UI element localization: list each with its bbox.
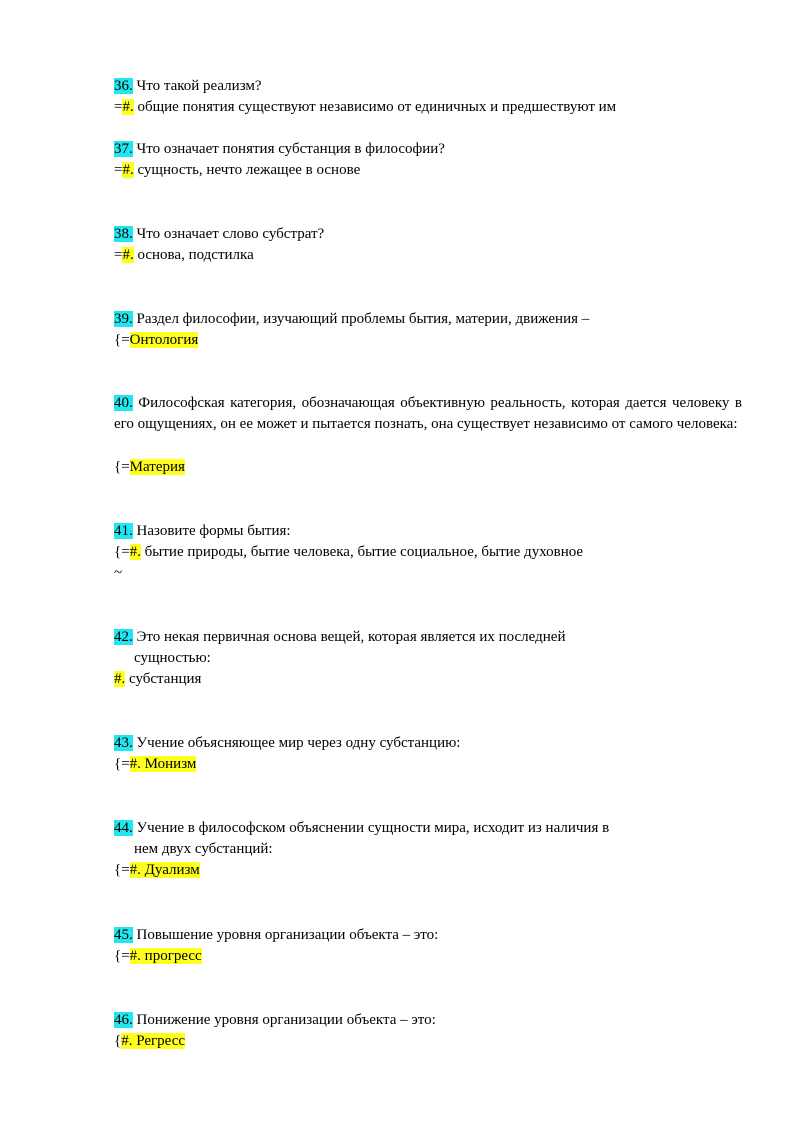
answer-prefix: = <box>114 162 123 178</box>
answer-highlight: #. Регресс <box>121 1033 186 1049</box>
question-45 <box>114 925 438 945</box>
answer-36 <box>114 97 616 117</box>
answer-highlight: #. <box>122 247 134 263</box>
answer-highlight: #. <box>129 544 141 560</box>
question-44 <box>114 818 609 838</box>
answer-highlight: #. прогресс <box>129 948 202 964</box>
question-number: 42. <box>114 629 133 645</box>
question-text: Повышение уровня организации объекта – это: <box>132 927 439 943</box>
answer-highlight: #. <box>122 99 134 115</box>
question-text: Это некая первичная основа вещей, которая является их последней <box>132 629 566 645</box>
question-text: Что означает понятия субстанция в философии? <box>132 141 445 157</box>
answer-highlight: #. <box>122 162 134 178</box>
question-text: Философская категория, обозначающая объективную реальность, которая дается человеку в его ощущениях, он ее может и пытается познать, она существует независимо от самого человека: <box>114 395 742 432</box>
answer-text: общие понятия существуют независимо от единичных и предшествуют им <box>133 99 617 115</box>
answer-41 <box>114 542 583 562</box>
answer-43 <box>114 754 196 774</box>
question-text: Понижение уровня организации объекта – это: <box>132 1012 436 1028</box>
question-text: Что означает слово субстрат? <box>132 226 325 242</box>
answer-40 <box>114 457 185 477</box>
answer-text: бытие природы, бытие человека, бытие социальное, бытие духовное <box>140 544 584 560</box>
answer-prefix: = <box>114 99 123 115</box>
answer-prefix: {= <box>114 459 130 475</box>
question-36 <box>114 76 262 96</box>
question-number: 41. <box>114 523 133 539</box>
answer-highlight: #. <box>114 671 126 687</box>
question-number: 45. <box>114 927 133 943</box>
answer-38 <box>114 245 254 265</box>
question-text: Раздел философии, изучающий проблемы бытия, материи, движения – <box>132 311 590 327</box>
answer-prefix: {= <box>114 756 130 772</box>
question-44-continuation: нем двух субстанций: <box>134 841 273 857</box>
question-text: Учение в философском объяснении сущности мира, исходит из наличия в <box>132 820 610 836</box>
question-number: 37. <box>114 141 133 157</box>
question-number: 46. <box>114 1012 133 1028</box>
answer-text: основа, подстилка <box>133 247 254 263</box>
answer-prefix: { <box>114 1033 122 1049</box>
answer-text: субстанция <box>125 671 202 687</box>
question-number: 36. <box>114 78 133 94</box>
answer-prefix: {= <box>114 544 130 560</box>
answer-highlight: Онтология <box>129 332 199 348</box>
answer-prefix: {= <box>114 948 130 964</box>
question-42-continuation: сущностью: <box>134 650 211 666</box>
answer-39 <box>114 330 198 350</box>
question-number: 38. <box>114 226 133 242</box>
question-text: Учение объясняющее мир через одну субстанцию: <box>132 735 461 751</box>
answer-text: сущность, нечто лежащее в основе <box>133 162 361 178</box>
answer-highlight: #. Монизм <box>129 756 197 772</box>
question-38 <box>114 224 324 244</box>
tilde-marker: ~ <box>114 565 123 581</box>
question-text: Назовите формы бытия: <box>132 523 291 539</box>
answer-37 <box>114 160 360 180</box>
answer-42 <box>114 669 201 689</box>
question-number: 39. <box>114 311 133 327</box>
answer-45 <box>114 946 202 966</box>
answer-prefix: = <box>114 247 123 263</box>
question-46 <box>114 1010 436 1030</box>
answer-highlight: #. Дуализм <box>129 862 200 878</box>
question-39 <box>114 309 589 329</box>
question-number: 44. <box>114 820 133 836</box>
question-37 <box>114 139 445 159</box>
question-text: Что такой реализм? <box>132 78 262 94</box>
question-41 <box>114 521 291 541</box>
question-43 <box>114 733 460 753</box>
answer-44 <box>114 860 200 880</box>
question-42 <box>114 627 565 647</box>
answer-highlight: Материя <box>129 459 185 475</box>
question-number: 43. <box>114 735 133 751</box>
question-40 <box>114 393 742 435</box>
answer-prefix: {= <box>114 332 130 348</box>
question-number: 40. <box>114 395 133 411</box>
answer-prefix: {= <box>114 862 130 878</box>
answer-46 <box>114 1031 185 1051</box>
